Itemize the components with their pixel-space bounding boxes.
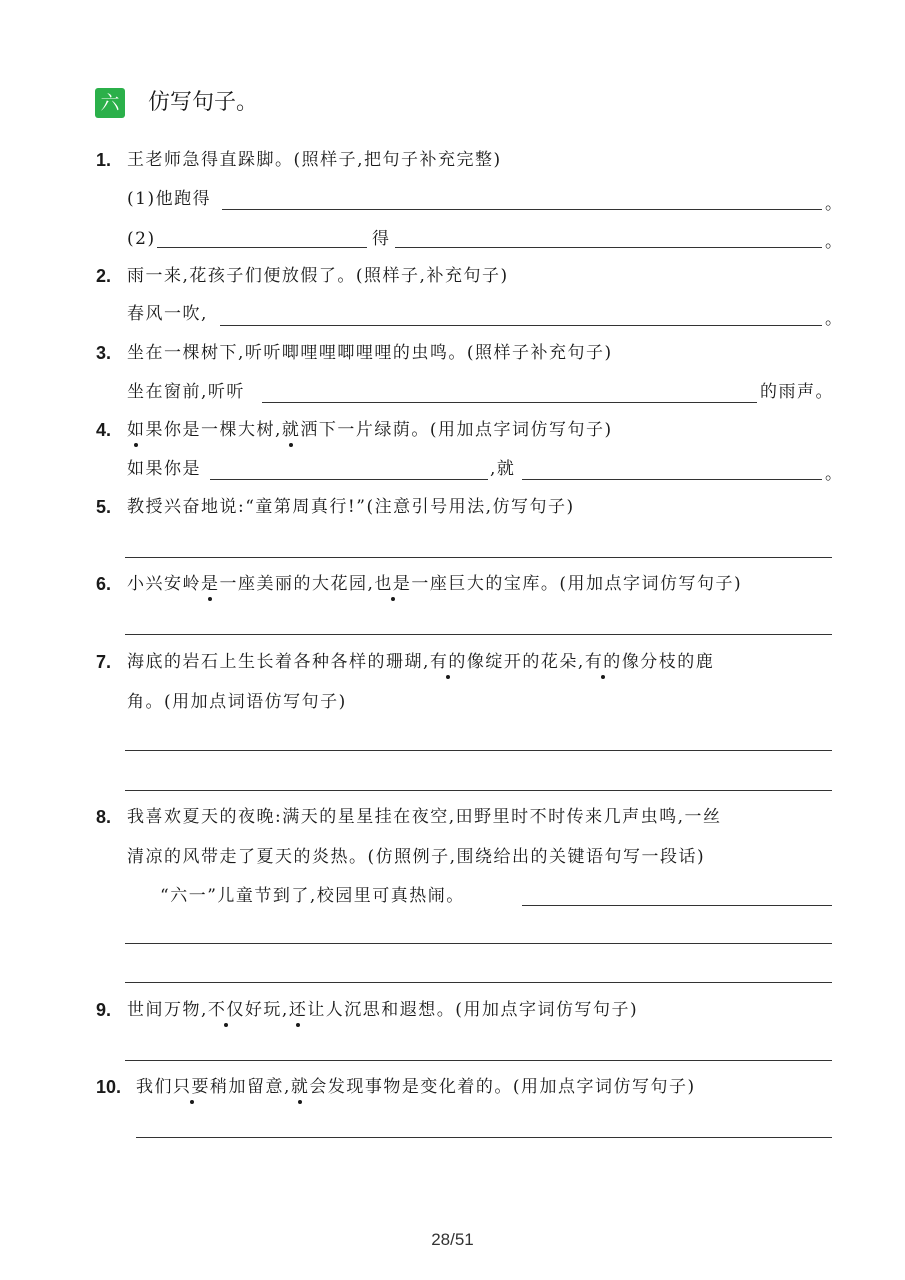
q6-dot-1: 是	[201, 574, 220, 594]
q9-dot-2: 还	[288, 1000, 308, 1020]
q7-text-line1: 海底的岩石上生长着各种各样的珊瑚,有的像绽开的花朵,有的像分枝的鹿	[127, 652, 715, 672]
q1-line2-end: 。	[825, 232, 844, 252]
q10-answer-line[interactable]	[136, 1137, 832, 1138]
q3-answer-line[interactable]	[262, 402, 757, 403]
q9-text: 世间万物,不仅好玩,还让人沉思和遐想。(用加点字词仿写句子)	[127, 1000, 639, 1020]
q2-number: 2.	[96, 266, 112, 286]
q7-dot-2: 有的	[584, 652, 622, 672]
q7-dot-1: 有的	[429, 652, 467, 672]
q4-answer-line-a[interactable]	[210, 479, 488, 480]
q8-answer-line-3[interactable]	[125, 982, 832, 983]
q10-dot-2: 就	[290, 1077, 310, 1097]
q2-prefix: 春风一吹,	[127, 304, 208, 324]
q5-number: 5.	[96, 497, 112, 517]
q6-answer-line[interactable]	[125, 634, 832, 635]
q1-answer-line-2b[interactable]	[395, 247, 822, 248]
q4-dot-1: 如	[127, 420, 146, 440]
section-title: 仿写句子。	[148, 90, 259, 115]
q1-number: 1.	[96, 150, 112, 170]
q1-line2-mid: 得	[372, 229, 391, 249]
q1-line1-prefix: (1)他跑得	[127, 189, 212, 209]
q9-dot-1: 不仅	[207, 1000, 245, 1020]
q10-dot-1: 只要	[173, 1077, 210, 1097]
q7-text-line2: 角。(用加点词语仿写句子)	[127, 692, 347, 712]
q8-text-line2: 清凉的风带走了夏天的炎热。(仿照例子,围绕给出的关键语句写一段话)	[127, 847, 706, 867]
q9-answer-line[interactable]	[125, 1060, 832, 1061]
q4-dot-2: 就	[281, 420, 301, 440]
q8-prompt: “六一”儿童节到了,校园里可真热闹。	[160, 886, 465, 906]
q1-line2-prefix: (2)	[127, 229, 156, 249]
q4-prefix: 如果你是	[127, 459, 201, 479]
q3-number: 3.	[96, 343, 112, 363]
q10-number: 10.	[96, 1077, 122, 1097]
q4-mid: ,就	[490, 459, 516, 479]
q8-answer-line-1[interactable]	[522, 905, 832, 906]
q4-text: 如果你是一棵大树,就洒下一片绿荫。(用加点字词仿写句子)	[127, 420, 613, 440]
q5-text: 教授兴奋地说:“童第周真行!”(注意引号用法,仿写句子)	[127, 497, 575, 517]
q1-answer-line-1[interactable]	[222, 209, 822, 210]
q2-end: 。	[825, 309, 844, 329]
q4-number: 4.	[96, 420, 112, 440]
q3-suffix: 的雨声。	[760, 382, 834, 402]
q1-answer-line-2a[interactable]	[157, 247, 367, 248]
q3-prefix: 坐在窗前,听听	[127, 382, 245, 402]
q6-text: 小兴安岭是一座美丽的大花园,也是一座巨大的宝库。(用加点字词仿写句子)	[127, 574, 743, 594]
q7-answer-line-1[interactable]	[125, 750, 832, 751]
q2-text: 雨一来,花孩子们便放假了。(照样子,补充句子)	[127, 266, 509, 286]
q9-number: 9.	[96, 1000, 112, 1020]
q7-answer-line-2[interactable]	[125, 790, 832, 791]
q1-line1-end: 。	[825, 194, 844, 214]
q2-answer-line[interactable]	[220, 325, 822, 326]
q6-dot-2: 也是	[374, 574, 412, 594]
section-badge: 六	[95, 88, 125, 118]
q3-text: 坐在一棵树下,听听唧哩哩唧哩哩的虫鸣。(照样子补充句子)	[127, 343, 613, 363]
q8-number: 8.	[96, 807, 112, 827]
q5-answer-line[interactable]	[125, 557, 832, 558]
q8-text-line1: 我喜欢夏天的夜晚:满天的星星挂在夜空,田野里时不时传来几声虫鸣,一丝	[127, 807, 722, 827]
q10-text: 我们只要稍加留意,就会发现事物是变化着的。(用加点字词仿写句子)	[136, 1077, 696, 1097]
q7-number: 7.	[96, 652, 112, 672]
page-number: 28/51	[431, 1230, 474, 1249]
q8-answer-line-2[interactable]	[125, 943, 832, 944]
q4-end: 。	[825, 464, 844, 484]
q6-number: 6.	[96, 574, 112, 594]
q4-answer-line-b[interactable]	[522, 479, 822, 480]
q1-text: 王老师急得直跺脚。(照样子,把句子补充完整)	[127, 150, 502, 170]
